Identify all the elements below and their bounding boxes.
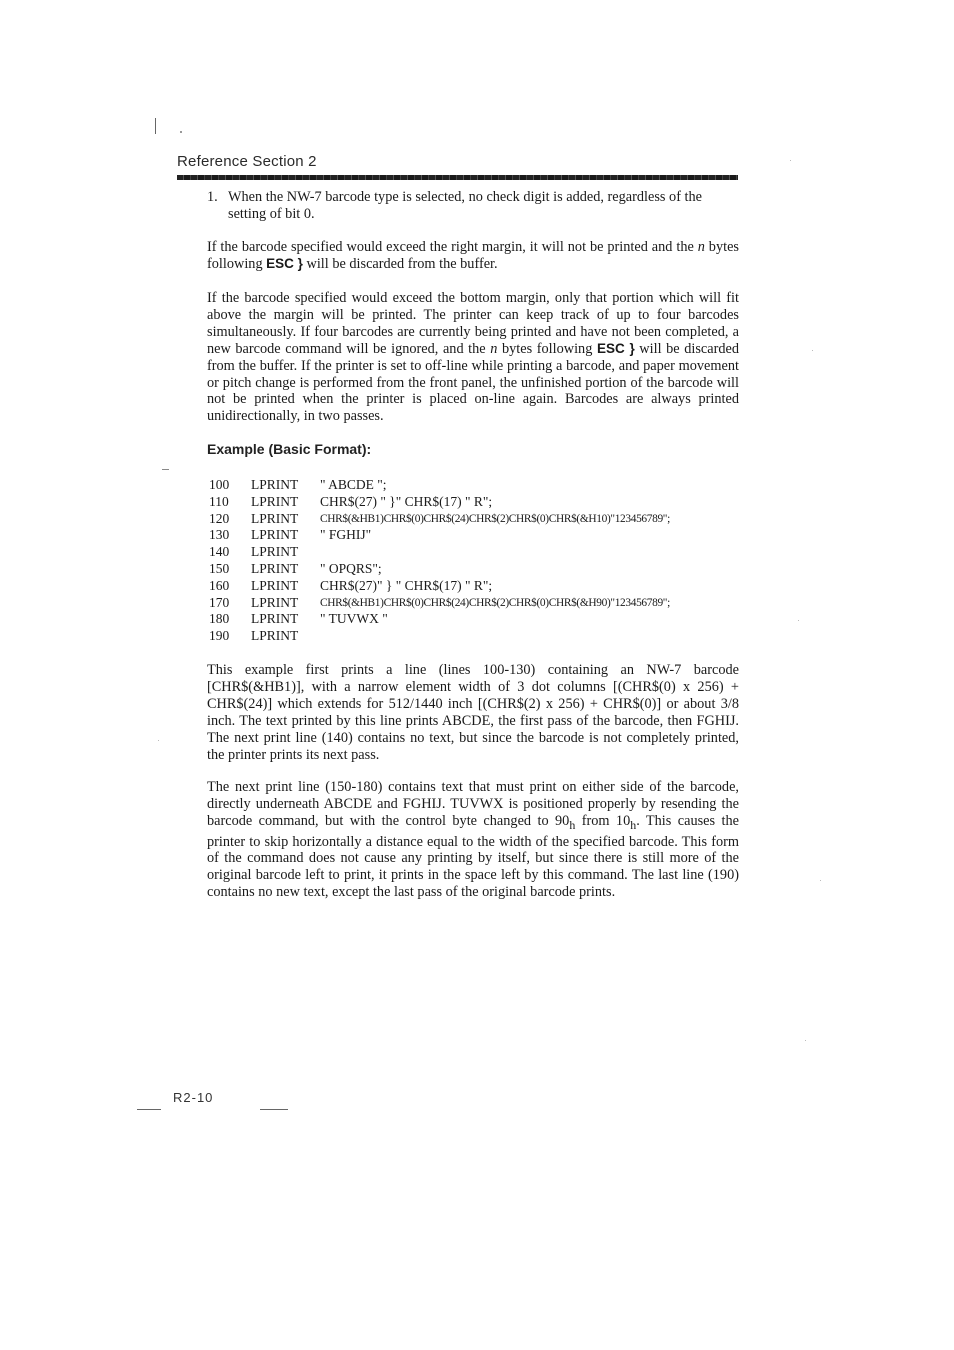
paragraph-explanation-1: This example first prints a line (lines 100-130) containing an NW-7 barcode [CHR$(&HB1)], with a narrow element width of 3 dot columns [(CHR$(0) x 256) + CHR$(24)] which extends for 512/1440 inch [(CHR$(2) x 256) + CHR$(0)] or about 3/8 inch. The text printed by this line prints ABCDE, the first pass of the barcode, then FGHIJ. The next print line (140) contains no text, but since the barcode is not completely printed, the printer prints its next pass. [207, 662, 739, 763]
code-line [207, 527, 747, 544]
italic-n: n [490, 340, 498, 357]
line-number: 110 [209, 493, 229, 509]
code-line [207, 544, 747, 561]
lprint-keyword: LPRINT [251, 544, 299, 560]
example-heading: Example (Basic Format): [207, 441, 372, 457]
lprint-keyword: LPRINT [251, 611, 299, 627]
code-argument: " TUVWX " [320, 611, 388, 627]
scan-mark [155, 118, 156, 134]
lprint-keyword: LPRINT [251, 577, 299, 593]
line-number: 150 [209, 560, 230, 576]
code-argument: " ABCDE "; [320, 477, 387, 492]
code-argument: CHR$(&HB1)CHR$(0)CHR$(24)CHR$(2)CHR$(0)CHR$(&H10)"123456789"; [320, 512, 670, 525]
header-rule [177, 175, 738, 180]
lprint-keyword: LPRINT [251, 527, 299, 543]
text-run: The next print line (150-180) contains text that must print on either side of the barcode, directly underneath ABCDE and FGHIJ. TUVWX is positioned properly by resending the barcode command, but with the control byte changed to 90 [207, 779, 739, 829]
page-number: R2-10 [173, 1090, 214, 1105]
text-run: bytes following [207, 239, 739, 272]
paragraph-explanation-2 [207, 779, 739, 901]
lprint-keyword: LPRINT [251, 493, 299, 509]
esc-command: ESC } [266, 255, 303, 271]
code-line [207, 611, 747, 628]
lprint-keyword: LPRINT [251, 594, 299, 610]
code-line [207, 595, 747, 612]
code-argument: CHR$(&HB1)CHR$(0)CHR$(24)CHR$(2)CHR$(0)CHR$(&H90)"123456789"; [320, 596, 670, 609]
scan-speck [820, 880, 821, 881]
lprint-keyword: LPRINT [251, 628, 299, 644]
line-number: 140 [209, 544, 230, 560]
scan-speck [790, 160, 791, 161]
line-number: 180 [209, 611, 230, 627]
section-header: Reference Section 2 [177, 153, 317, 170]
scan-speck [812, 350, 813, 351]
code-argument: " FGHIJ" [320, 527, 372, 543]
scan-mark [180, 131, 182, 133]
lprint-keyword: LPRINT [251, 560, 299, 576]
footer-rule [260, 1109, 288, 1110]
scan-speck [798, 620, 799, 621]
code-line [207, 477, 747, 494]
code-argument: CHR$(27)" } " CHR$(17) " R"; [320, 577, 493, 593]
esc-command: ESC } [596, 340, 635, 356]
item-text: When the NW-7 barcode type is selected, no check digit is added, regardless of the setting of bit 0. [228, 189, 703, 222]
scan-mark [162, 469, 169, 470]
text-run: bytes following [497, 340, 597, 357]
line-number: 130 [209, 527, 230, 543]
numbered-item [207, 189, 739, 223]
paragraph-bottom-margin [207, 290, 739, 425]
lprint-keyword: LPRINT [251, 510, 299, 526]
hex-subscript: h [630, 817, 637, 832]
code-line [207, 511, 747, 528]
line-number: 100 [209, 477, 230, 492]
item-number: 1. [207, 189, 218, 205]
line-number: 120 [209, 510, 230, 526]
text-run: If the barcode specified would exceed the right margin, it will not be printed and the [207, 239, 698, 255]
hex-subscript: h [569, 817, 576, 832]
text-run: If the barcode specified would exceed the bottom margin, only that portion which will fit above the margin will be printed. The printer can keep track of up to four barcodes simultaneously. If four barcodes are currently being printed and have not been completed, a new barcode command will be ignored, and the [207, 290, 739, 357]
text-run: from 10 [575, 812, 631, 829]
paragraph-right-margin [207, 239, 739, 273]
code-line [207, 628, 747, 645]
footer-rule [137, 1109, 161, 1110]
text-run: . This causes the printer to skip horizontally a distance equal to the width of the specified barcode. This form of the command does not cause any printing by itself, but since there is still more of the original barcode left to print, it prints in the space left by this command. The last line (190) contains no new text, except the last pass of the original barcode prints. [207, 812, 739, 901]
code-argument: " OPQRS"; [320, 560, 382, 576]
line-number: 190 [209, 628, 230, 644]
scan-speck [805, 1040, 806, 1041]
code-line [207, 561, 747, 578]
code-line [207, 494, 747, 511]
code-argument: CHR$(27) " }" CHR$(17) " R"; [320, 493, 493, 509]
line-number: 160 [209, 577, 230, 593]
italic-n: n [697, 239, 705, 255]
lprint-keyword: LPRINT [251, 477, 299, 492]
code-listing [207, 477, 747, 645]
scan-speck [158, 740, 159, 741]
text-run: will be discarded from the buffer. [302, 255, 498, 272]
code-line [207, 578, 747, 595]
text-run: will be discarded from the buffer. If the printer is set to off-line while printing a barcode, and paper movement or pitch change is performed from the front panel, the unfinished portion of the barcode will not be printed when the printer is placed on-line again. Barcodes are always printed unidirectionally, in two passes. [207, 340, 739, 425]
line-number: 170 [209, 594, 230, 610]
